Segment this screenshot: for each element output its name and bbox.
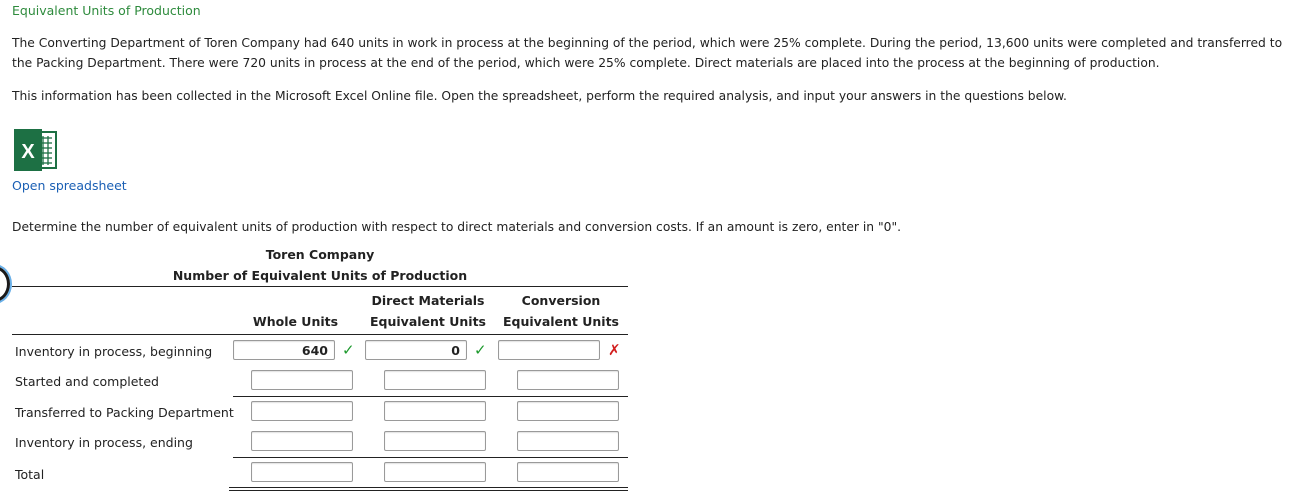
total-dm-units-input[interactable] <box>384 462 486 482</box>
instructions-paragraph: This information has been collected in the Microsoft Excel Online file. Open the spreadsheet, perform the required analysis, and input your answers in the questions below. <box>12 89 1067 103</box>
total-whole-units-input[interactable] <box>251 462 353 482</box>
double-rule-bottom <box>229 490 628 491</box>
dm-header-line1: Direct Materials <box>371 293 485 308</box>
excel-icon[interactable] <box>12 129 58 171</box>
double-rule-top <box>229 487 628 488</box>
total-conversion-units-input[interactable] <box>517 462 619 482</box>
transferred-dm-units-input[interactable] <box>384 401 486 421</box>
header-rule <box>12 334 628 335</box>
correct-check-icon: ✓ <box>342 341 355 359</box>
total-rule <box>233 457 628 458</box>
transferred-whole-units-input[interactable] <box>251 401 353 421</box>
ending-dm-units-input[interactable] <box>384 431 486 451</box>
started-completed-conversion-units-input[interactable] <box>517 370 619 390</box>
company-name: Toren Company <box>265 247 375 262</box>
row-label-ending: Inventory in process, ending <box>15 435 193 450</box>
conv-header-line2: Equivalent Units <box>503 314 619 329</box>
table-top-rule <box>12 286 628 287</box>
started-completed-dm-units-input[interactable] <box>384 370 486 390</box>
correct-check-icon: ✓ <box>474 341 487 359</box>
dm-header-line2: Equivalent Units <box>370 314 486 329</box>
report-title: Number of Equivalent Units of Production <box>172 268 468 283</box>
beginning-dm-units-input[interactable] <box>365 340 467 360</box>
beginning-conversion-units-input[interactable] <box>498 340 600 360</box>
question-instruction: Determine the number of equivalent units of production with respect to direct materials and conversion costs. If an amount is zero, enter in "0". <box>12 220 902 234</box>
problem-paragraph: The Converting Department of Toren Company had 640 units in work in process at the beginning of the period, which were 25% complete. During the period, 13,600 units were completed and transferred to the Packing Department. There were 720 units in process at the end of the period, which were 25% complete. Direct materials are placed into the process at the beginning of production. <box>12 36 1283 70</box>
open-spreadsheet-link[interactable]: Open spreadsheet <box>12 178 127 193</box>
row-label-beginning: Inventory in process, beginning <box>15 344 213 359</box>
incorrect-x-icon: ✗ <box>608 341 621 359</box>
transferred-conversion-units-input[interactable] <box>517 401 619 421</box>
beginning-whole-units-input[interactable] <box>233 340 335 360</box>
row-label-total: Total <box>15 467 45 482</box>
started-completed-whole-units-input[interactable] <box>251 370 353 390</box>
subtotal-rule <box>233 396 628 397</box>
ending-conversion-units-input[interactable] <box>517 431 619 451</box>
conv-header-line1: Conversion <box>521 293 601 308</box>
svg-text:X: X <box>21 141 35 163</box>
row-label-started-completed: Started and completed <box>15 374 159 389</box>
whole-units-header: Whole Units <box>252 314 339 329</box>
section-title: Equivalent Units of Production <box>12 3 201 18</box>
row-label-transferred: Transferred to Packing Department <box>15 405 234 420</box>
ending-whole-units-input[interactable] <box>251 431 353 451</box>
